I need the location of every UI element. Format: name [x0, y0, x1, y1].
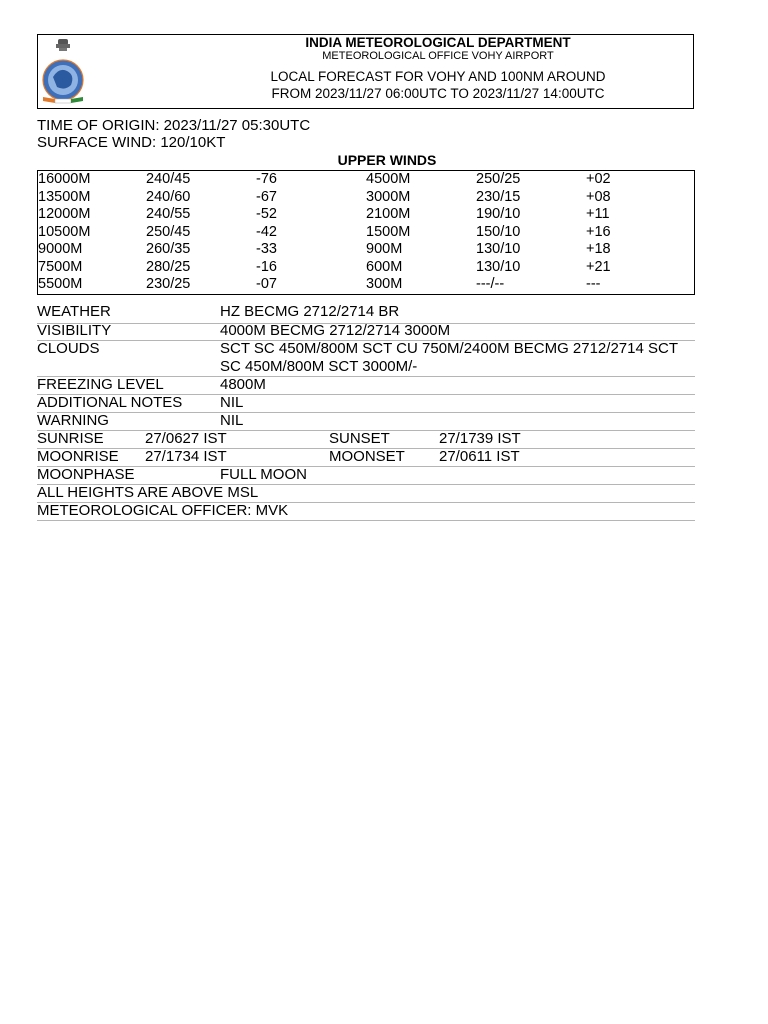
table-cell: -07: [256, 276, 277, 292]
table-cell: +02: [586, 171, 611, 187]
table-cell: -42: [256, 223, 277, 240]
org-name: INDIA METEOROLOGICAL DEPARTMENT: [305, 35, 571, 50]
freezing-level-row: [37, 376, 695, 395]
table-cell: 250/45: [146, 223, 191, 240]
table-row: [38, 189, 694, 207]
table-cell: 13500M: [38, 188, 91, 205]
sunrise-value: 27/0627 IST: [145, 430, 227, 447]
forecast-title: LOCAL FORECAST FOR VOHY AND 100NM AROUND: [270, 69, 606, 84]
table-cell: 240/60: [146, 188, 191, 205]
officer-row: [37, 502, 695, 521]
surface-wind: SURFACE WIND: 120/10KT: [37, 134, 226, 151]
table-row: [38, 224, 694, 242]
table-cell: +11: [586, 206, 610, 222]
table-cell: 4500M: [366, 171, 411, 187]
table-row: [38, 259, 694, 277]
freezing-level-label: FREEZING LEVEL: [37, 376, 164, 393]
table-cell: 1500M: [366, 223, 411, 240]
table-cell: 240/45: [146, 171, 191, 187]
visibility-label: VISIBILITY: [37, 322, 112, 339]
table-cell: ---: [586, 276, 601, 292]
table-row: [38, 171, 694, 189]
moonphase-value: FULL MOON: [220, 466, 307, 483]
sunset-value: 27/1739 IST: [439, 430, 521, 447]
warning-value: NIL: [220, 412, 244, 429]
additional-notes-row: [37, 394, 695, 413]
visibility-row: [37, 322, 695, 341]
heights-note: ALL HEIGHTS ARE ABOVE MSL: [37, 484, 259, 501]
table-cell: 300M: [366, 276, 403, 292]
table-cell: -16: [256, 258, 277, 275]
additional-notes-label: ADDITIONAL NOTES: [37, 394, 183, 411]
table-cell: 150/10: [476, 223, 521, 240]
clouds-value: SCT SC 450M/800M SCT CU 750M/2400M BECMG 2712/2714 SCT SC 450M/800M SCT 3000M/-: [220, 340, 678, 375]
table-cell: 12000M: [38, 206, 91, 222]
table-row: [38, 206, 694, 224]
heights-note-row: [37, 484, 695, 503]
table-cell: 7500M: [38, 258, 83, 275]
moonphase-label: MOONPHASE: [37, 466, 135, 483]
table-cell: 10500M: [38, 223, 91, 240]
sunrise-label: SUNRISE: [37, 430, 104, 447]
moonphase-row: [37, 466, 695, 485]
warning-row: [37, 412, 695, 431]
table-row: [38, 241, 694, 259]
office-name: METEOROLOGICAL OFFICE VOHY AIRPORT: [322, 50, 554, 62]
visibility-value: 4000M BECMG 2712/2714 3000M: [220, 322, 451, 339]
weather-value: HZ BECMG 2712/2714 BR: [220, 303, 400, 320]
table-row: [38, 276, 694, 294]
table-cell: +18: [586, 241, 611, 257]
warning-label: WARNING: [37, 412, 109, 429]
upper-winds-table: [37, 170, 695, 295]
moonset-label: MOONSET: [329, 448, 405, 465]
table-cell: 2100M: [366, 206, 411, 222]
freezing-level-value: 4800M: [220, 376, 266, 393]
table-cell: 230/15: [476, 188, 521, 205]
table-cell: -67: [256, 188, 277, 205]
imd-emblem-icon: [41, 37, 85, 109]
table-cell: -76: [256, 171, 277, 187]
clouds-row: [37, 340, 695, 377]
table-cell: 230/25: [146, 276, 191, 292]
weather-row: [37, 303, 695, 324]
sunrise-sunset-row: [37, 430, 695, 449]
table-cell: -33: [256, 241, 277, 257]
moonset-value: 27/0611 IST: [439, 448, 520, 465]
forecast-header: [37, 34, 694, 109]
additional-notes-value: NIL: [220, 394, 244, 411]
moonrise-label: MOONRISE: [37, 448, 119, 465]
table-cell: 9000M: [38, 241, 83, 257]
table-cell: 250/25: [476, 171, 521, 187]
table-cell: -52: [256, 206, 277, 222]
time-of-origin: TIME OF ORIGIN: 2023/11/27 05:30UTC: [37, 117, 311, 134]
meteorological-officer: METEOROLOGICAL OFFICER: MVK: [37, 502, 289, 519]
table-cell: 130/10: [476, 241, 521, 257]
table-cell: ---/--: [476, 276, 505, 292]
table-cell: +08: [586, 188, 611, 205]
table-cell: 260/35: [146, 241, 191, 257]
moonrise-moonset-row: [37, 448, 695, 467]
table-cell: 240/55: [146, 206, 191, 222]
forecast-validity: FROM 2023/11/27 06:00UTC TO 2023/11/27 14:00UTC: [271, 86, 605, 101]
table-cell: 190/10: [476, 206, 521, 222]
table-cell: 5500M: [38, 276, 83, 292]
table-cell: 600M: [366, 258, 403, 275]
table-cell: 3000M: [366, 188, 411, 205]
weather-label: WEATHER: [37, 303, 111, 320]
sunset-label: SUNSET: [329, 430, 390, 447]
table-cell: 900M: [366, 241, 403, 257]
clouds-label: CLOUDS: [37, 340, 100, 357]
table-cell: 130/10: [476, 258, 521, 275]
table-cell: 16000M: [38, 171, 91, 187]
upper-winds-title: UPPER WINDS: [337, 152, 437, 168]
table-cell: +16: [586, 223, 611, 240]
table-cell: +21: [586, 258, 611, 275]
moonrise-value: 27/1734 IST: [145, 448, 227, 465]
table-cell: 280/25: [146, 258, 191, 275]
